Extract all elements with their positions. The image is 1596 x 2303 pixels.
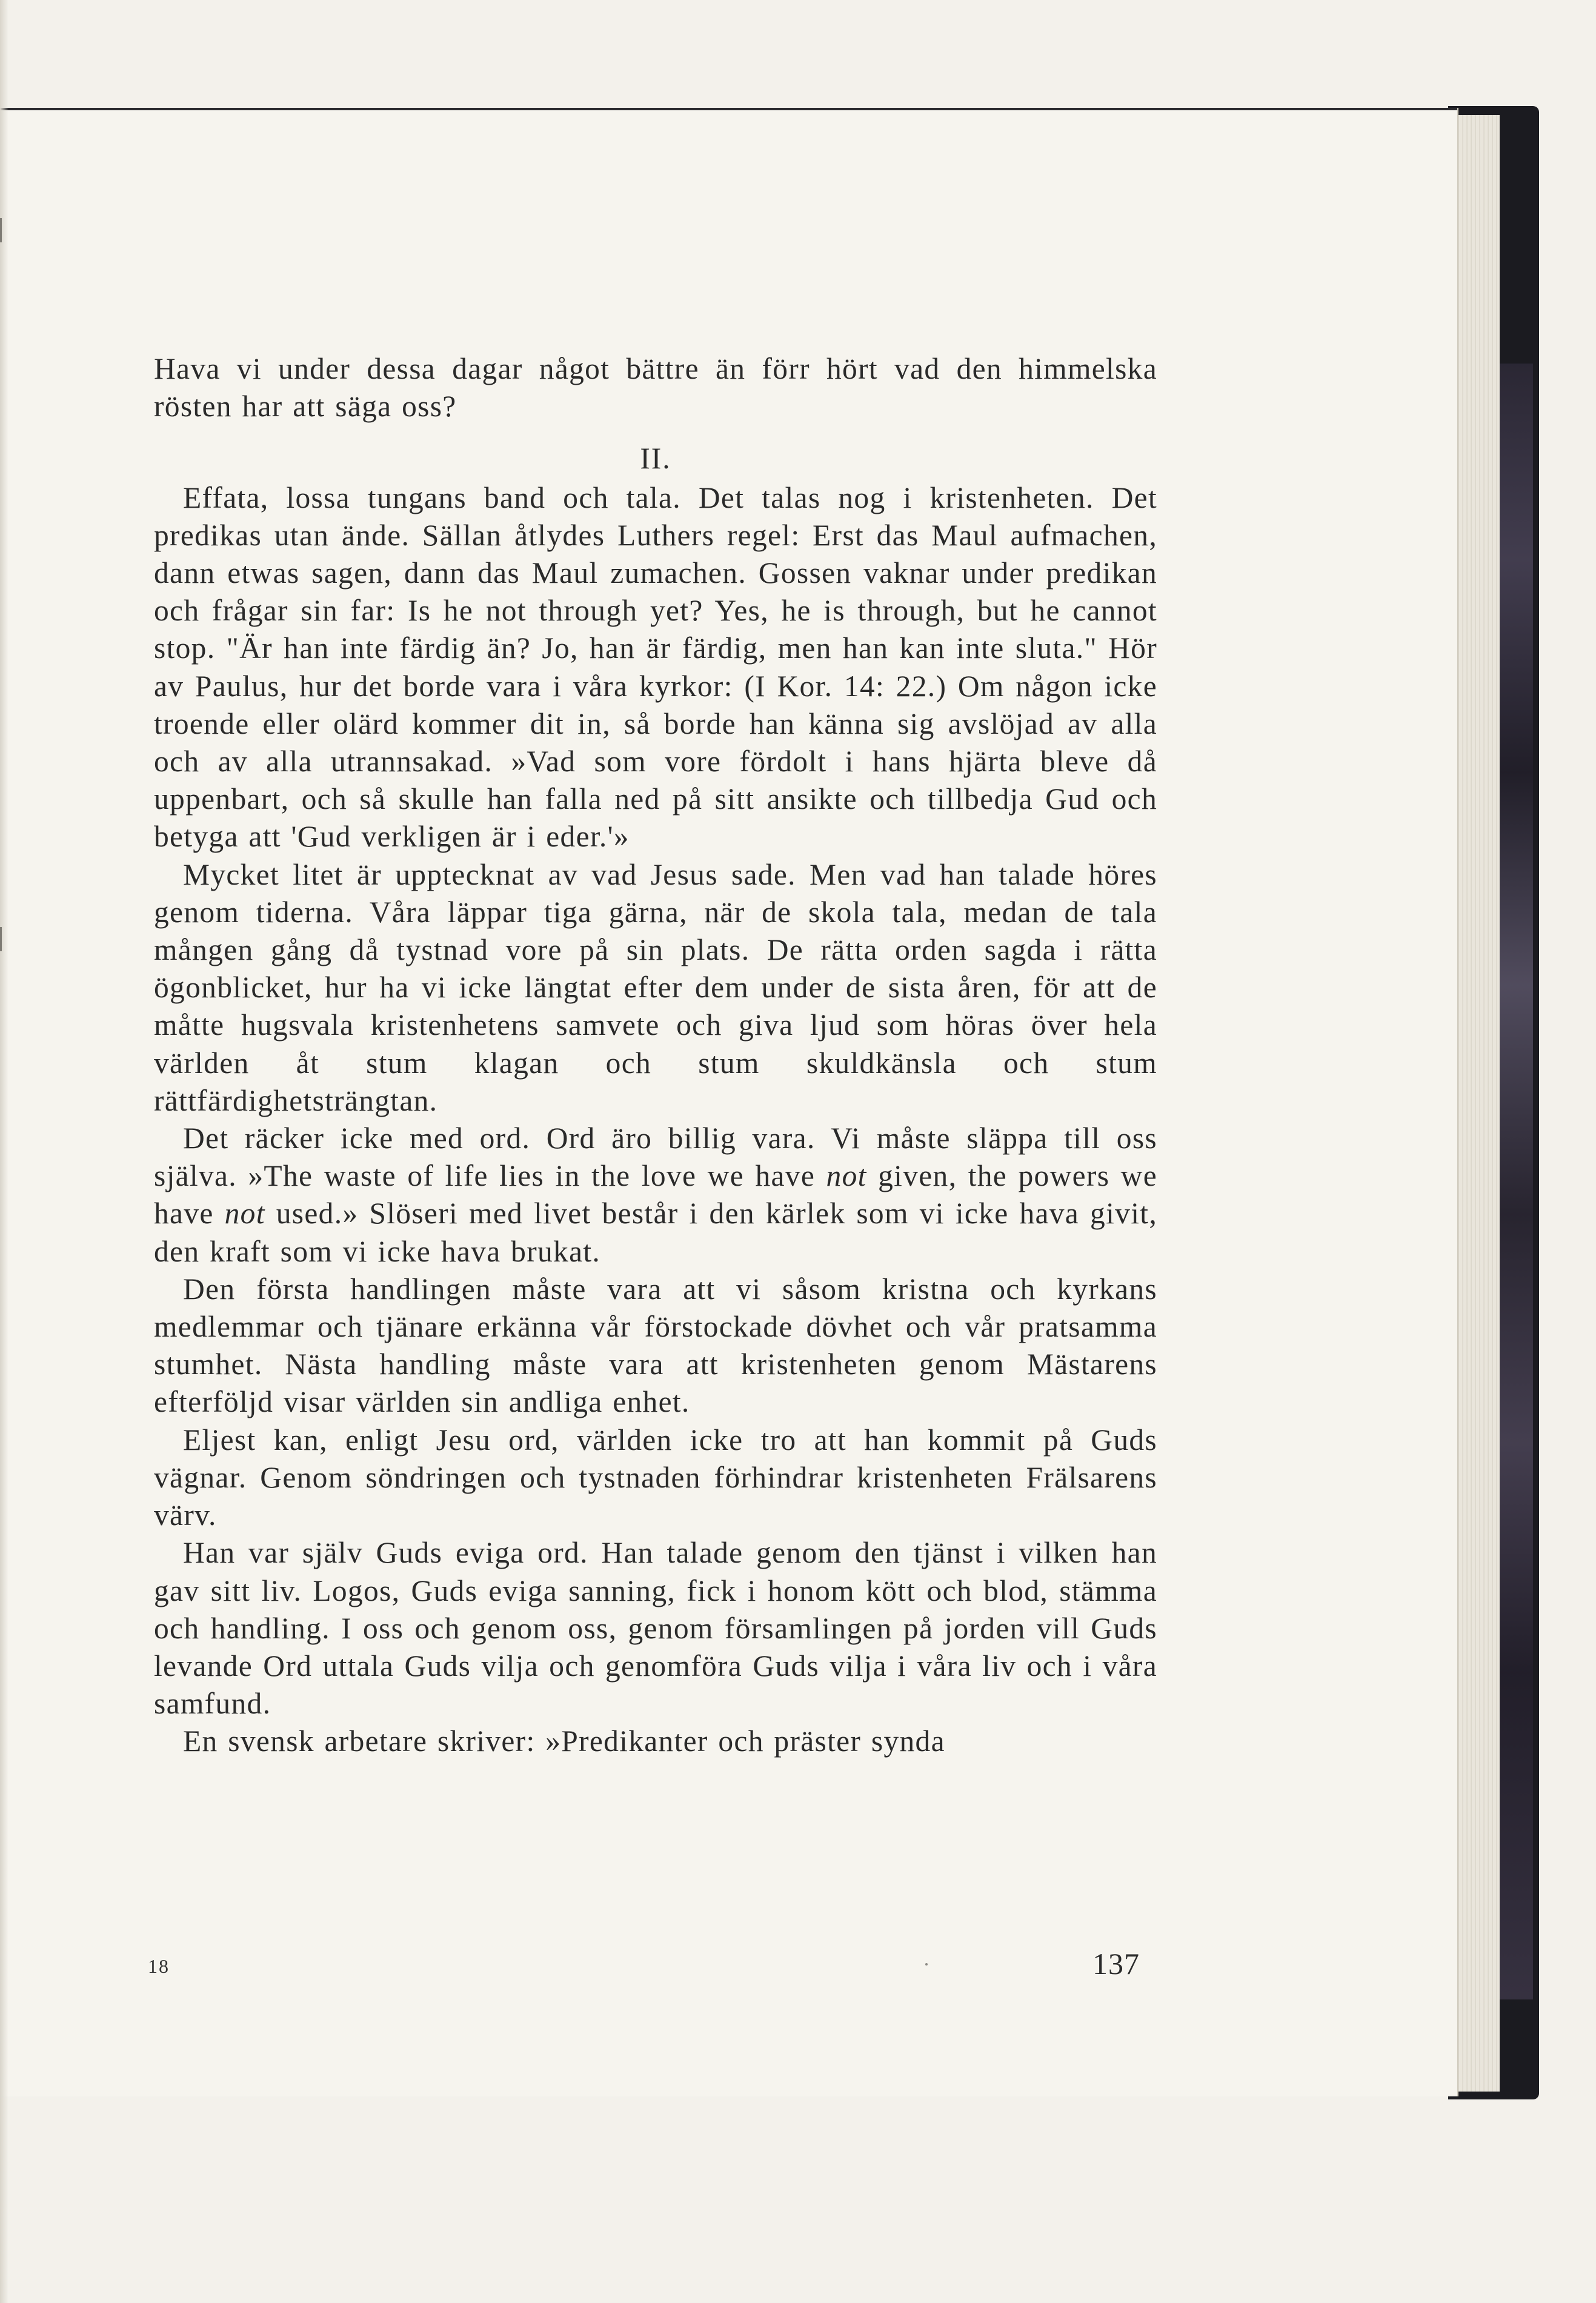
paragraph-5: Den första handlingen måste vara att vi såsom kristna och kyrkans medlemmar och tjänare erkänna vår förstockade dövhet och vår pratsamma stumhet. Nästa handling måste vara att kristenheten genom Mästarens efterföljd visar världen sin andliga enhet. bbox=[154, 1272, 1157, 1419]
signature-mark: 18 bbox=[148, 1955, 170, 1977]
gutter-shadow bbox=[0, 0, 8, 2303]
paragraph-4 bbox=[154, 1120, 1157, 1271]
body-text bbox=[154, 350, 1157, 1761]
paragraph-4-text: used.» Slöseri med livet består i den kärlek som vi icke hava givit, den kraft som vi icke hava brukat. bbox=[154, 1197, 1157, 1268]
page-edges bbox=[1451, 115, 1500, 2092]
paragraph-2: Effata, lossa tungans band och tala. Det talas nog i kristenheten. Det predikas utan ände. Sällan åtlydes Luthers regel: Erst das Maul aufmachen, dann etwas sagen, dann das Maul zumachen. Gossen vaknar under predikan och frågar sin far: Is he not through yet? Yes, he is through, but he cannot stop. "Är han inte färdig än? Jo, han är färdig, men han kan inte sluta." Hör av Paulus, hur det borde vara i våra kyrkor: (I Kor. 14: 22.) Om någon icke troende eller olärd kommer dit in, så borde han känna sig avslöjad av alla och av alla utrannsakad. »Vad som vore fördolt i hans hjärta bleve då uppenbart, och så skulle han falla ned på sitt ansikte och tillbedja Gud och betyga att 'Gud verkligen är i eder.'» bbox=[154, 480, 1157, 854]
paragraph-7: Han var själv Guds eviga ord. Han talade genom den tjänst i vilken han gav sitt liv. Logos, Guds eviga sanning, fick i honom kött och blod, stämma och handling. I oss och genom oss, genom församlingen på jorden vill Guds levande Ord uttala Guds vilja och genomföra Guds vilja i våra liv och i våra samfund. bbox=[154, 1536, 1157, 1721]
margin-mark bbox=[0, 927, 2, 951]
page-number: 137 bbox=[1092, 1947, 1140, 1981]
speck bbox=[925, 1963, 928, 1966]
margin-mark bbox=[0, 218, 2, 242]
section-heading: II. bbox=[640, 442, 671, 476]
marbled-cover-pattern bbox=[1497, 364, 1533, 1999]
paragraph-1: Hava vi under dessa dagar något bättre än förr hört vad den himmelska rösten har att säga oss? bbox=[154, 352, 1157, 424]
paragraph-8: En svensk arbetare skriver: »Predikanter och präster synda bbox=[183, 1724, 945, 1758]
italic-word: not bbox=[826, 1159, 867, 1193]
paragraph-4-text: Det räcker icke med ord. Ord äro billig vara. Vi måste släppa till oss själva. »The waste of life lies in the love we have bbox=[154, 1122, 1157, 1193]
paragraph-6: Eljest kan, enligt Jesu ord, världen icke tro att han kommit på Guds vägnar. Genom söndringen och tystnaden förhindrar kristenheten Frälsarens värv. bbox=[154, 1423, 1157, 1532]
paragraph-3: Mycket litet är upptecknat av vad Jesus sade. Men vad han talade höres genom tiderna. Våra läppar tiga gärna, när de skola tala, medan de tala mången gång då tystnad vore på sin plats. De rätta orden sagda i rätta ögonblicket, hur ha vi icke längtat efter dem under de sista åren, för att de måtte hugsvala kristenhetens samvete och giva ljud som höras över hela världen åt stum klagan och stum skuldkänsla och stum rättfärdighetsträngtan. bbox=[154, 857, 1157, 1117]
paragraph-4-text: given, the powers we have bbox=[154, 1159, 1157, 1231]
italic-word: not bbox=[224, 1197, 265, 1231]
